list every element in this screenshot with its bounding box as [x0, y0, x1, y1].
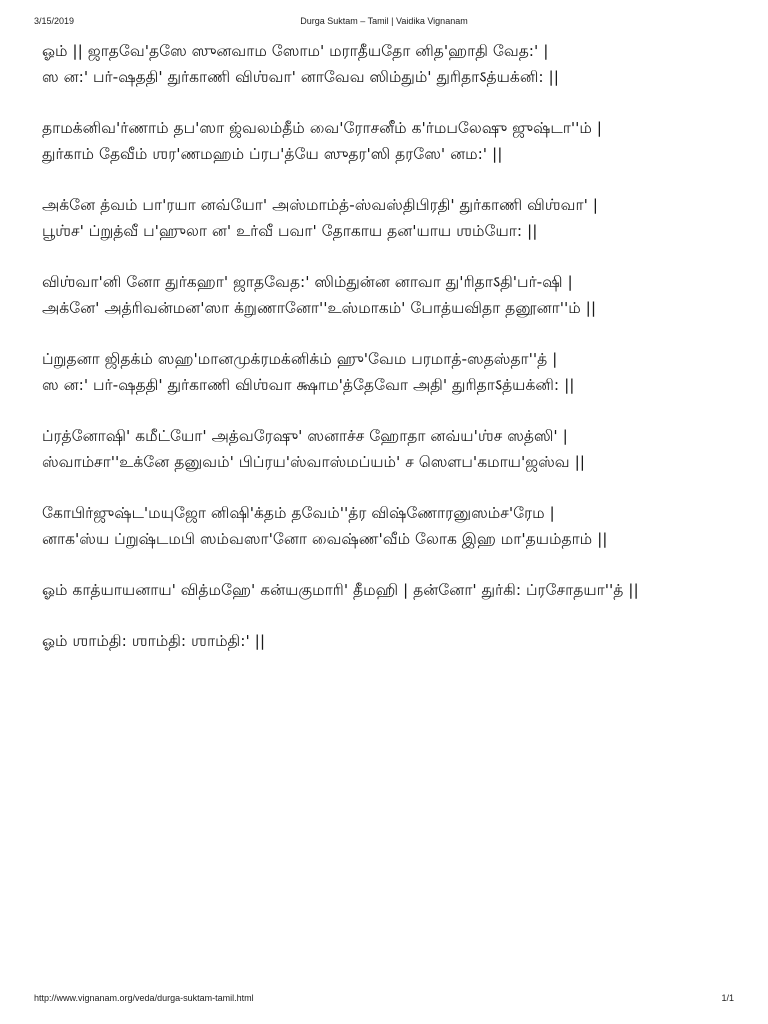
stanza: [42, 115, 742, 167]
verse-line: ஸ ன:' பர்-ஷததி' துர்காணி விஶ்வா' னாவேவ ஸிம்தும்' துரிதாऽத்யக்னி: ||: [42, 68, 559, 86]
verse-line: கோபிர்ஜுஷ்ட'மயுஜோ னிஷி'க்தம் தவேம்''த்ர விஷ்ணோரனுஸம்ச'ரேம |: [42, 504, 555, 522]
stanza: [42, 346, 742, 398]
verse-line: னாக'ஸ்ய ப்றுஷ்டமபி ஸம்வஸா'னோ வைஷ்ண'வீம் லோக இஹ மா'தயம்தாம் ||: [42, 530, 608, 548]
verse-line: ஓம் ஶாம்தி: ஶாம்தி: ஶாம்தி:' ||: [42, 632, 266, 650]
page-number: 1/1: [721, 993, 734, 1003]
verse-line: ஓம் காத்யாயனாய' வித்மஹே' கன்யகுமாரி' தீமஹி | தன்னோ' துர்கி: ப்ரசோதயா''த் ||: [42, 581, 639, 599]
verse-line: அக்னே' அத்ரிவன்மன'ஸா க்றுணானோ''உஸ்மாகம்' போத்யவிதா தனூனா''ம் ||: [42, 299, 597, 317]
verse-line: விஶ்வா'னி னோ துர்கஹா' ஜாதவேத:' ஸிம்துன்ன னாவா து'ரிதாऽதி'பர்-ஷி |: [42, 273, 573, 291]
stanza: [42, 628, 742, 654]
verse-line: துர்காம் தேவீம் ஶர'ணமஹம் ப்ரப'த்யே ஸுதர'ஸி தரஸே' னம:' ||: [42, 145, 503, 163]
verse-line: தாமக்னிவ'ர்ணாம் தப'ஸா ஜ்வலம்தீம் வை'ரோசனீம் க'ர்மபலேஷு ஜுஷ்டா''ம் |: [42, 119, 602, 137]
print-footer: [34, 993, 734, 1007]
stanza: [42, 38, 742, 90]
stanza: [42, 192, 742, 244]
page-url: http://www.vignanam.org/veda/durga-suktam-tamil.html: [34, 993, 254, 1003]
print-date: 3/15/2019: [34, 16, 75, 26]
document-body: [42, 38, 742, 679]
print-header: [34, 16, 734, 30]
verse-line: பூஶ்ச' ப்றுத்வீ ப'ஹுலா ன' உர்வீ பவா' தோகாய தன'யாய ஶம்யோ: ||: [42, 222, 538, 240]
stanza: [42, 269, 742, 321]
verse-line: ப்ரத்னோஷி' கமீட்யோ' அத்வரேஷு' ஸனாச்ச ஹோதா னவ்ய'ஶ்ச ஸத்ஸி' |: [42, 427, 568, 445]
stanza: [42, 577, 742, 603]
verse-line: ஸ்வாம்சா''உக்னே தனுவம்' பிப்ரய'ஸ்வாஸ்மப்யம்' ச ஸௌப'கமாய'ஜஸ்வ ||: [42, 453, 586, 471]
stanza: [42, 423, 742, 475]
verse-line: ப்றுதனா ஜிதக்ம் ஸஹ'மானமுக்ரமக்னிக்ம் ஹு'வேம பரமாத்-ஸதஸ்தா''த் |: [42, 350, 558, 368]
stanza: [42, 500, 742, 552]
page-title: Durga Suktam – Tamil | Vaidika Vignanam: [300, 16, 468, 26]
verse-line: ஓம் || ஜாதவே'தஸே ஸுனவாம ஸோம' மராதீயதோ னித'ஹாதி வேத:' |: [42, 42, 549, 60]
verse-line: அக்னே த்வம் பா'ரயா னவ்யோ' அஸ்மாம்த்-ஸ்வஸ்திபிரதி' துர்காணி விஶ்வா' |: [42, 196, 598, 214]
verse-line: ஸ ன:' பர்-ஷததி' துர்காணி விஶ்வா க்ஷாம'த்தேவோ அதி' துரிதாऽத்யக்னி: ||: [42, 376, 575, 394]
